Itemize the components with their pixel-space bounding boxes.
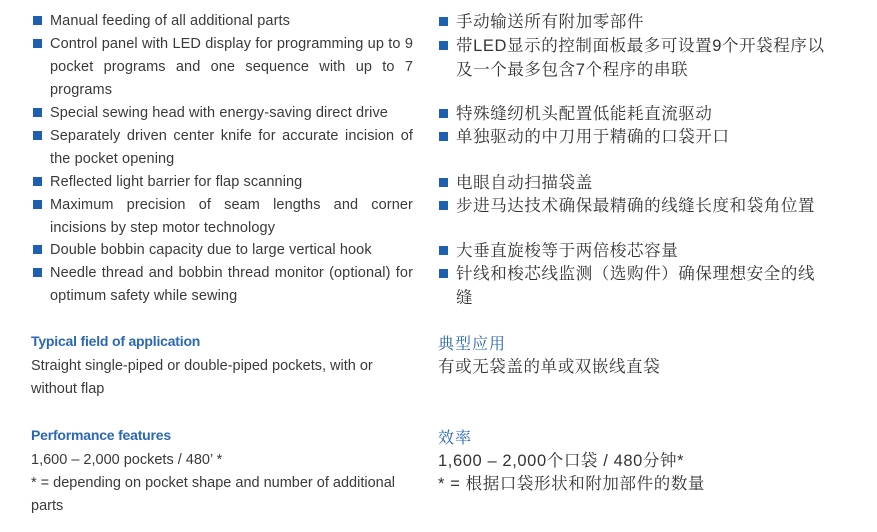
performance-value-zh: 1,600 – 2,000个口袋 / 480分钟* — [438, 452, 685, 470]
square-bullet-icon — [439, 109, 448, 118]
square-bullet-icon — [439, 132, 448, 141]
performance-heading-zh: 效率 — [438, 428, 473, 447]
chinese-feature-text: 步进马达技术确保最精确的线缝长度和袋角位置 — [456, 197, 816, 215]
english-feature-item — [31, 171, 413, 194]
square-bullet-icon — [33, 108, 42, 117]
chinese-feature-item — [438, 125, 828, 149]
chinese-feature-text: 大垂直旋梭等于两倍梭芯容量 — [456, 242, 679, 260]
english-feature-item — [31, 10, 413, 33]
square-bullet-icon — [33, 268, 42, 277]
square-bullet-icon — [33, 131, 42, 140]
english-feature-item — [31, 262, 413, 308]
chinese-feature-text: 电眼自动扫描袋盖 — [456, 174, 593, 192]
chinese-feature-item — [438, 34, 828, 82]
chinese-feature-item — [438, 10, 828, 34]
english-feature-item — [31, 102, 413, 125]
application-heading: Typical field of application — [31, 333, 201, 349]
square-bullet-icon — [33, 177, 42, 186]
chinese-feature-text: 特殊缝纫机头配置低能耗直流驱动 — [456, 105, 713, 123]
english-feature-text: Control panel with LED display for programming up to 9 pocket programs and one sequence with up to 7 programs — [50, 36, 413, 98]
chinese-feature-item — [438, 239, 828, 263]
english-feature-text: Manual feeding of all additional parts — [50, 13, 290, 29]
english-feature-text: Separately driven center knife for accurate incision of the pocket opening — [50, 128, 413, 167]
square-bullet-icon — [439, 246, 448, 255]
chinese-feature-text: 单独驱动的中刀用于精确的口袋开口 — [456, 128, 730, 146]
square-bullet-icon — [33, 200, 42, 209]
english-feature-text: Reflected light barrier for flap scanning — [50, 174, 303, 190]
square-bullet-icon — [439, 41, 448, 50]
english-feature-item — [31, 239, 413, 262]
english-feature-text: Needle thread and bobbin thread monitor (optional) for optimum safety while sewing — [50, 265, 413, 304]
performance-heading: Performance features — [31, 427, 171, 443]
chinese-feature-item — [438, 194, 828, 218]
english-feature-item — [31, 33, 413, 102]
application-text: Straight single-piped or double-piped pockets, with or without flap — [31, 358, 373, 397]
chinese-feature-text: 手动输送所有附加零部件 — [456, 13, 645, 31]
square-bullet-icon — [33, 16, 42, 25]
chinese-feature-item — [438, 102, 828, 126]
chinese-feature-item — [438, 171, 828, 195]
square-bullet-icon — [33, 39, 42, 48]
square-bullet-icon — [439, 269, 448, 278]
chinese-feature-item — [438, 262, 828, 310]
performance-note: * = depending on pocket shape and number of additional parts — [31, 475, 395, 514]
english-feature-text: Double bobbin capacity due to large vertical hook — [50, 242, 372, 258]
chinese-feature-text: 针线和梭芯线监测（选购件）确保理想安全的线缝 — [456, 265, 816, 307]
english-feature-text: Maximum precision of seam lengths and corner incisions by step motor technology — [50, 197, 413, 236]
application-heading-zh: 典型应用 — [438, 334, 507, 353]
english-feature-item — [31, 194, 413, 240]
square-bullet-icon — [439, 17, 448, 26]
english-feature-text: Special sewing head with energy-saving direct drive — [50, 105, 388, 121]
square-bullet-icon — [439, 178, 448, 187]
square-bullet-icon — [439, 201, 448, 210]
performance-note-zh: * = 根据口袋形状和附加部件的数量 — [438, 475, 706, 493]
chinese-feature-text: 带LED显示的控制面板最多可设置9个开袋程序以及一个最多包含7个程序的串联 — [456, 37, 825, 79]
square-bullet-icon — [33, 245, 42, 254]
performance-value: 1,600 – 2,000 pockets / 480’ * — [31, 452, 223, 468]
english-feature-item — [31, 125, 413, 171]
application-text-zh: 有或无袋盖的单或双嵌线直袋 — [438, 358, 661, 376]
